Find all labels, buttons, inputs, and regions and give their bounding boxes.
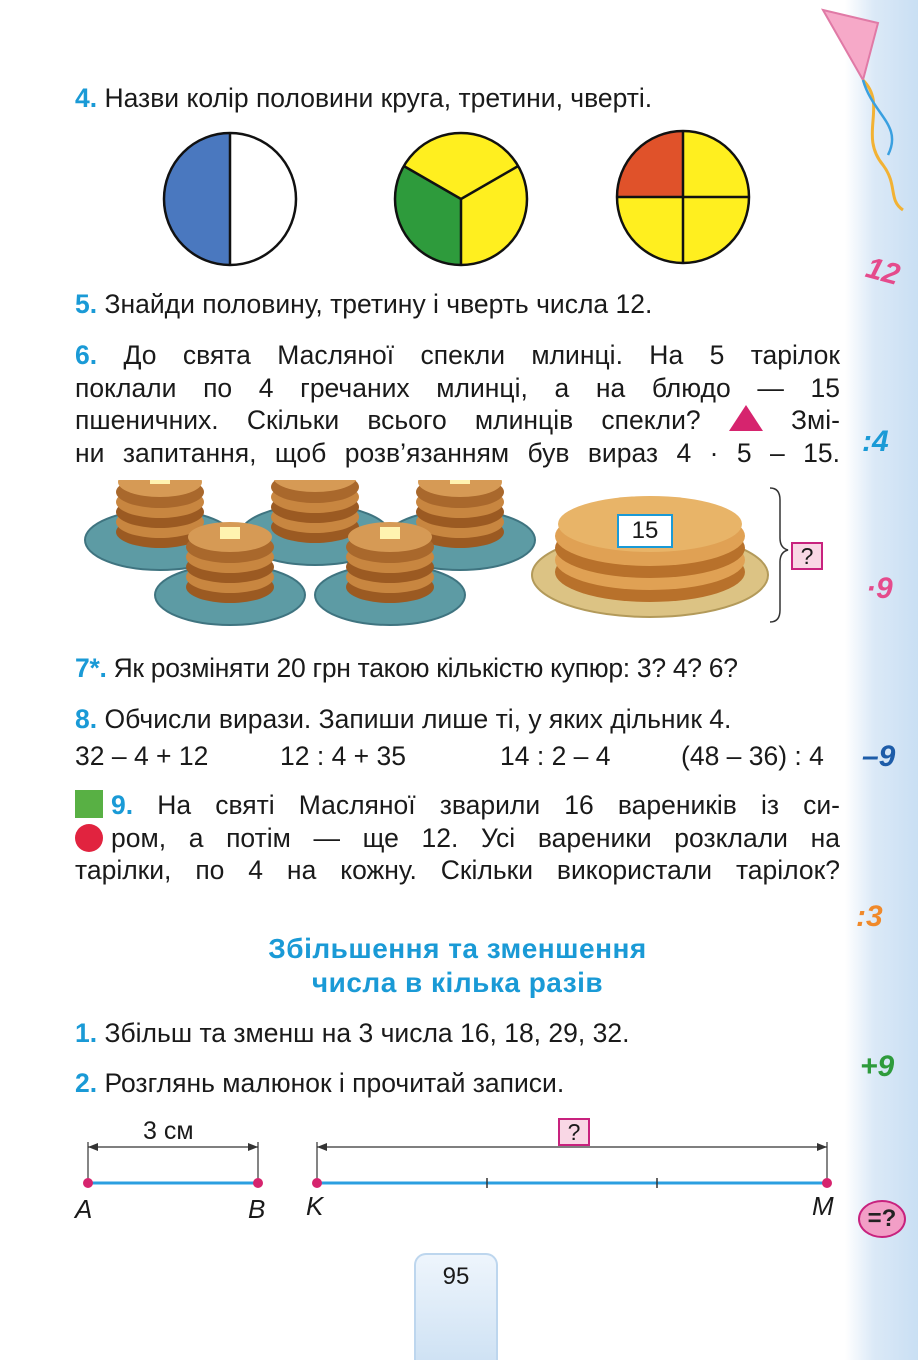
point-m-label: M xyxy=(812,1191,834,1221)
task-text: Як розміняти 20 грн такою кількістю купюр: 3? 4? 6? xyxy=(113,653,738,683)
circle-half xyxy=(162,131,298,267)
expression: (48 – 36) : 4 xyxy=(681,741,824,771)
pancake-count-label: 15 xyxy=(617,514,673,548)
segment-ab-length: 3 см xyxy=(143,1117,194,1145)
section-task-2 xyxy=(75,1067,840,1100)
sidebar-equals-question-badge: =? xyxy=(858,1200,906,1238)
task-text: До свята Масляної спекли млинці. На 5 тарілок xyxy=(123,340,840,370)
task-number: 1. xyxy=(75,1018,98,1048)
task-number: 7*. xyxy=(75,653,107,683)
task-7 xyxy=(75,652,840,685)
task-6 xyxy=(75,339,840,469)
task-text: пшеничних. Скільки всього млинців спекли? xyxy=(75,405,701,435)
task-line: тарілки, по 4 на кожну. Скільки використали тарілок? xyxy=(75,855,840,885)
segment-km-question: ? xyxy=(558,1118,590,1146)
section-title-line: Збільшення та зменшення xyxy=(268,933,647,964)
task-line xyxy=(75,404,840,437)
task-number: 4. xyxy=(75,83,98,113)
pancakes-illustration xyxy=(80,480,840,630)
task-text: Розглянь малюнок і прочитай записи. xyxy=(104,1068,565,1098)
task-number: 9. xyxy=(111,790,134,820)
point-a-label: A xyxy=(75,1194,93,1224)
task-number: 8. xyxy=(75,704,98,734)
task-text: Збільш та зменш на 3 числа 16, 18, 29, 32. xyxy=(104,1018,630,1048)
sidebar-number-minus9: –9 xyxy=(862,740,896,773)
expression: 12 : 4 + 35 xyxy=(280,741,406,771)
circle-thirds xyxy=(393,131,529,267)
task-8 xyxy=(75,703,840,736)
task-5 xyxy=(75,288,840,321)
sidebar-number-div4: :4 xyxy=(862,425,889,458)
point-k-label: K xyxy=(306,1191,324,1221)
section-task-1 xyxy=(75,1017,840,1050)
sidebar-number-mul9: ·9 xyxy=(866,572,893,605)
task-text: Знайди половину, третину і чверть числа 12. xyxy=(104,289,653,319)
task-line: ни запитання, щоб розв’язанням був вираз 4 · 5 – 15. xyxy=(75,437,840,468)
task-number: 6. xyxy=(75,340,98,370)
sidebar-number-div3: :3 xyxy=(856,900,883,933)
task-4 xyxy=(75,82,840,115)
sidebar-number-12: 12 xyxy=(862,251,904,292)
task-line: ром, а потім — ще 12. Усі вареники розклали на xyxy=(111,822,840,853)
task-number: 5. xyxy=(75,289,98,319)
task-line xyxy=(75,339,840,372)
task-number: 2. xyxy=(75,1068,98,1098)
task-text: Змі- xyxy=(791,405,840,435)
task-text: Назви колір половини круга, третини, чверті. xyxy=(104,83,653,113)
unknown-total-box: ? xyxy=(791,542,823,570)
triangle-icon xyxy=(729,405,763,431)
section-title-line: числа в кілька разів xyxy=(311,967,604,998)
task-text: Обчисли вирази. Запиши лише ті, у яких дільник 4. xyxy=(104,704,732,734)
circle-quarters xyxy=(615,129,751,265)
point-b-label: B xyxy=(248,1194,266,1224)
expression: 14 : 2 – 4 xyxy=(500,741,611,771)
task-line xyxy=(75,789,840,822)
section-title xyxy=(75,932,840,1000)
task-9 xyxy=(75,789,840,887)
task-text: На святі Масляної зварили 16 вареників із си- xyxy=(157,790,840,820)
sidebar-number-plus9: +9 xyxy=(860,1050,895,1083)
page-number: 95 xyxy=(414,1253,498,1360)
expression: 32 – 4 + 12 xyxy=(75,741,209,771)
task-line: поклали по 4 гречаних млинці, а на блюдо — 15 xyxy=(75,372,840,403)
